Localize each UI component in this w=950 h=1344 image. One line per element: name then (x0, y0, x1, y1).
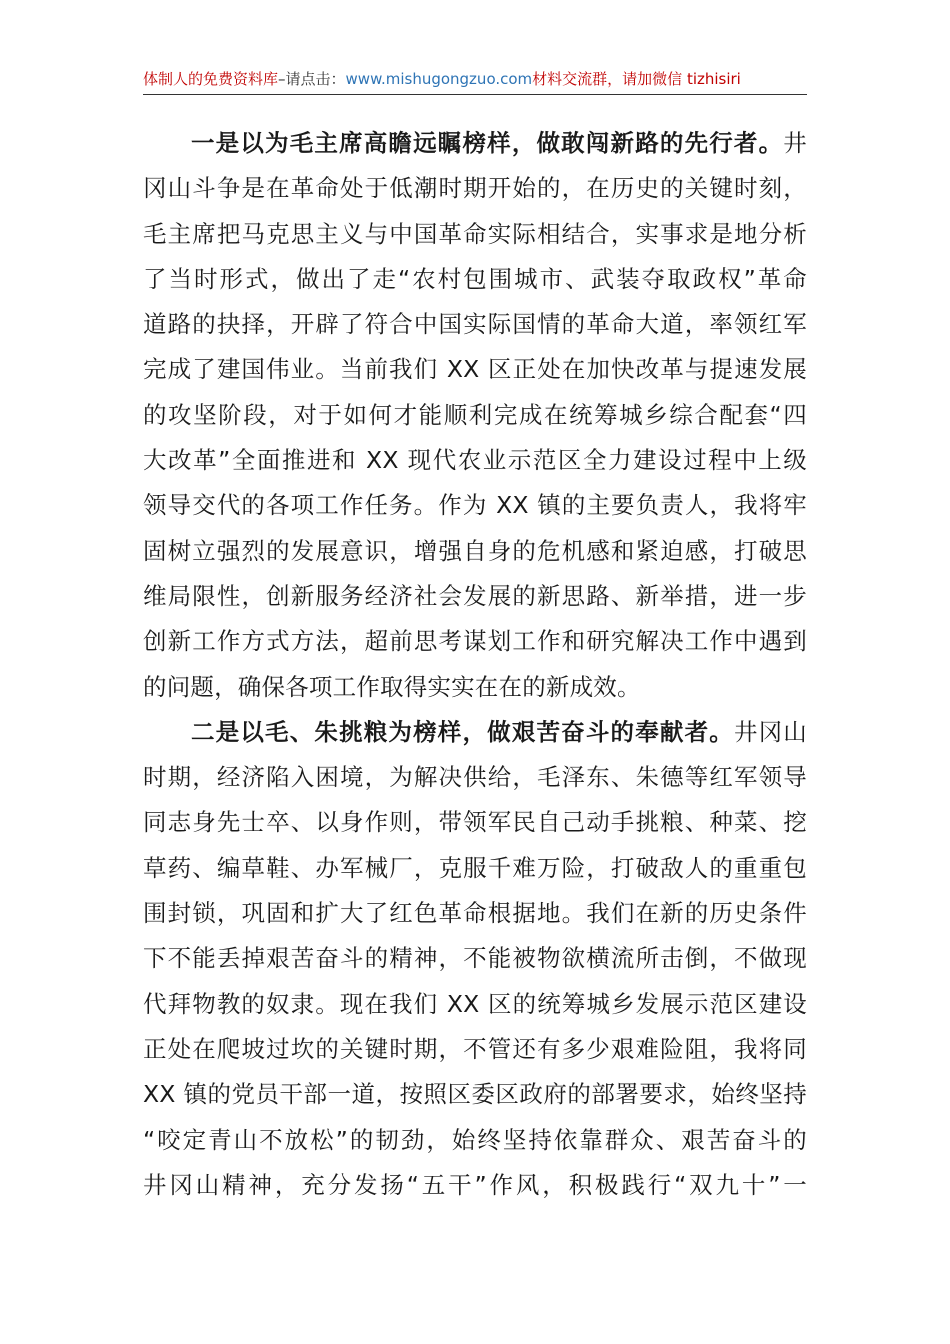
paragraph-1-line: 道路的抉择，开辟了符合中国实际国情的革命大道，率领红军 (143, 310, 807, 339)
header-wechat-note: 材料交流群，请加微信 tizhisiri (532, 70, 741, 88)
paragraph-1-line: 大改革”全面推进和 XX 现代农业示范区全力建设过程中上级 (143, 446, 807, 475)
paragraph-2-line: 正处在爬坡过坎的关键时期，不管还有多少艰难险阻，我将同 (143, 1034, 807, 1063)
paragraph-2-line: 同志身先士卒、以身作则，带领军民自己动手挑粮、种菜、挖 (143, 808, 807, 837)
paragraph-1-line: 了当时形式，做出了走“农村包围城市、武装夺取政权”革命 (143, 264, 807, 293)
paragraph-2-lead-tail: 井冈山 (733, 717, 807, 746)
paragraph-1-line: 创新工作方式方法，超前思考谋划工作和研究解决工作中遇到 (143, 627, 807, 656)
paragraph-1-last-line: 的问题，确保各项工作取得实实在在的新成效。 (143, 672, 641, 701)
paragraph-1-line: 固树立强烈的发展意识，增强自身的危机感和紧迫感，打破思 (143, 536, 807, 565)
document-body (143, 121, 807, 1208)
paragraph-1-line: 毛主席把马克思主义与中国革命实际相结合，实事求是地分析 (143, 219, 807, 248)
paragraph-2-line: 下不能丢掉艰苦奋斗的精神，不能被物欲横流所击倒，不做现 (143, 944, 807, 973)
paragraph-1-line: 领导交代的各项工作任务。作为 XX 镇的主要负责人，我将牢 (143, 491, 807, 520)
paragraph-2-line: 时期，经济陷入困境，为解决供给，毛泽东、朱德等红军领导 (143, 763, 807, 792)
paragraph-1-line: 的攻坚阶段，对于如何才能顺利完成在统筹城乡综合配套“四 (143, 400, 807, 429)
paragraph-2-line: 草药、编草鞋、办军械厂，克服千难万险，打破敌人的重重包 (143, 853, 807, 882)
paragraph-2-line: 围封锁，巩固和扩大了红色革命根据地。我们在新的历史条件 (143, 899, 807, 928)
header-prompt: –请点击： (278, 70, 346, 88)
paragraph-1-line: 冈山斗争是在革命处于低潮时期开始的，在历史的关键时刻， (143, 174, 807, 203)
paragraph-1-lead-tail: 井 (783, 129, 807, 157)
paragraph-2-line: “咬定青山不放松”的韧劲，始终坚持依靠群众、艰苦奋斗的 (143, 1125, 807, 1154)
paragraph-1-line: 维局限性，创新服务经济社会发展的新思路、新举措，进一步 (143, 581, 807, 610)
paragraph-2-line: 井冈山精神，充分发扬“五干”作风，积极践行“双九十”一 (143, 1170, 807, 1199)
paragraph-1-first-line (143, 121, 807, 166)
paragraph-2-first-line (143, 710, 807, 755)
paragraph-1-lead: 一是以为毛主席高瞻远瞩榜样，做敢闯新路的先行者。 (191, 129, 784, 157)
paragraph-2-lead: 二是以毛、朱挑粮为榜样，做艰苦奋斗的奉献者。 (191, 717, 734, 746)
page-header (143, 66, 807, 95)
paragraph-2-line: 代拜物教的奴隶。现在我们 XX 区的统筹城乡发展示范区建设 (143, 989, 807, 1018)
header-url-link[interactable]: www.mishugongzuo.com (345, 70, 533, 88)
paragraph-1-line: 完成了建国伟业。当前我们 XX 区正处在加快改革与提速发展 (143, 355, 807, 384)
header-brand: 体制人的免费资料库 (143, 70, 279, 88)
paragraph-2-line: XX 镇的党员干部一道，按照区委区政府的部署要求，始终坚持 (143, 1080, 807, 1109)
